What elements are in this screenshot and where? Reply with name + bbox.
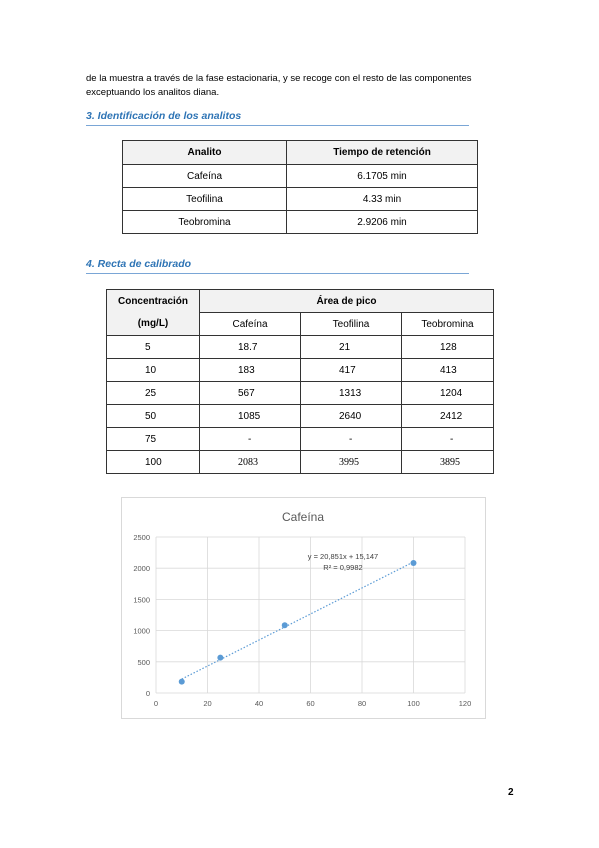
concentration-header (107, 290, 200, 336)
trendline-r2: R² = 0,9982 (323, 563, 363, 572)
table-row (107, 359, 494, 382)
subheader-cell: Teofilina (301, 313, 402, 336)
y-tick-label: 500 (137, 657, 150, 667)
table-cell: Cafeína (123, 165, 287, 188)
subheader-cell: Teobromina (402, 313, 494, 336)
x-tick-label: 20 (203, 699, 212, 708)
intro-line-2: exceptuando los analitos diana. (86, 87, 220, 98)
data-point (282, 622, 288, 628)
table-cell: - (402, 428, 494, 451)
table-cell: 21 (301, 336, 402, 359)
intro-paragraph (86, 72, 516, 100)
x-tick-label: 80 (357, 699, 367, 708)
table-row (123, 211, 478, 234)
data-point (411, 560, 417, 566)
table-cell: Teobromina (123, 211, 287, 234)
table-cell: 417 (301, 359, 402, 382)
concentration-header-line-1: Concentración (117, 295, 188, 307)
table-cell: 3995 (301, 451, 402, 474)
table-row (123, 165, 478, 188)
table-row (123, 188, 478, 211)
cafeina-chart (121, 497, 486, 719)
table-cell: 5 (107, 336, 200, 359)
table-cell: 2412 (402, 405, 494, 428)
chart-svg (122, 498, 485, 718)
table-cell: 4.33 min (287, 188, 478, 211)
data-point (179, 679, 185, 685)
table-cell: 18.7 (200, 336, 301, 359)
table-row (107, 405, 494, 428)
table-cell: 183 (200, 359, 301, 382)
table-cell: 1204 (402, 382, 494, 405)
page-number: 2 (508, 787, 514, 798)
trendline-equation: y = 20,851x + 15,147 (307, 552, 379, 561)
table-cell: 2083 (200, 451, 301, 474)
table-cell: 10 (107, 359, 200, 382)
y-tick-label: 2000 (133, 564, 150, 574)
table-cell: - (301, 428, 402, 451)
chart-points (179, 560, 417, 685)
table-row (107, 336, 494, 359)
y-tick-label: 1500 (133, 595, 150, 605)
y-tick-label: 0 (145, 689, 150, 698)
table-row (107, 382, 494, 405)
intro-line-1: de la muestra a través de la fase estacionaria, y se recoge con el resto de las componentes (86, 73, 472, 84)
analytes-table (122, 140, 478, 234)
table-header-cell: Analito (123, 141, 287, 165)
x-tick-label: 100 (407, 699, 420, 708)
table-cell: 2.9206 min (287, 211, 478, 234)
table-cell: - (200, 428, 301, 451)
table-header-row (123, 141, 478, 165)
table-row (107, 451, 494, 474)
table-cell: Teofilina (123, 188, 287, 211)
table-cell: 25 (107, 382, 200, 405)
table-cell: 6.1705 min (287, 165, 478, 188)
section-4-heading: 4. Recta de calibrado (86, 258, 469, 274)
y-tick-label: 2500 (133, 533, 150, 542)
x-tick-label: 0 (153, 699, 159, 708)
table-cell: 2640 (301, 405, 402, 428)
table-cell: 50 (107, 405, 200, 428)
table-cell: 413 (402, 359, 494, 382)
table-row (107, 428, 494, 451)
table-cell: 128 (402, 336, 494, 359)
y-tick-label: 1000 (133, 626, 150, 636)
data-point (217, 655, 223, 661)
concentration-header-line-2: (mg/L) (137, 317, 169, 329)
table-cell: 1313 (301, 382, 402, 405)
x-tick-label: 60 (306, 699, 315, 708)
chart-title: Cafeína (281, 510, 325, 524)
subheader-cell: Cafeína (200, 313, 301, 336)
table-cell: 3895 (402, 451, 494, 474)
calibration-table (106, 289, 494, 474)
table-cell: 1085 (200, 405, 301, 428)
x-tick-label: 120 (458, 699, 472, 708)
table-cell: 75 (107, 428, 200, 451)
table-cell: 567 (200, 382, 301, 405)
x-tick-label: 40 (254, 699, 264, 708)
section-3-heading: 3. Identificación de los analitos (86, 110, 469, 126)
table-cell: 100 (107, 451, 200, 474)
table-header-cell: Tiempo de retención (287, 141, 478, 165)
area-header: Área de pico (200, 290, 494, 313)
table-header-row (107, 290, 494, 313)
